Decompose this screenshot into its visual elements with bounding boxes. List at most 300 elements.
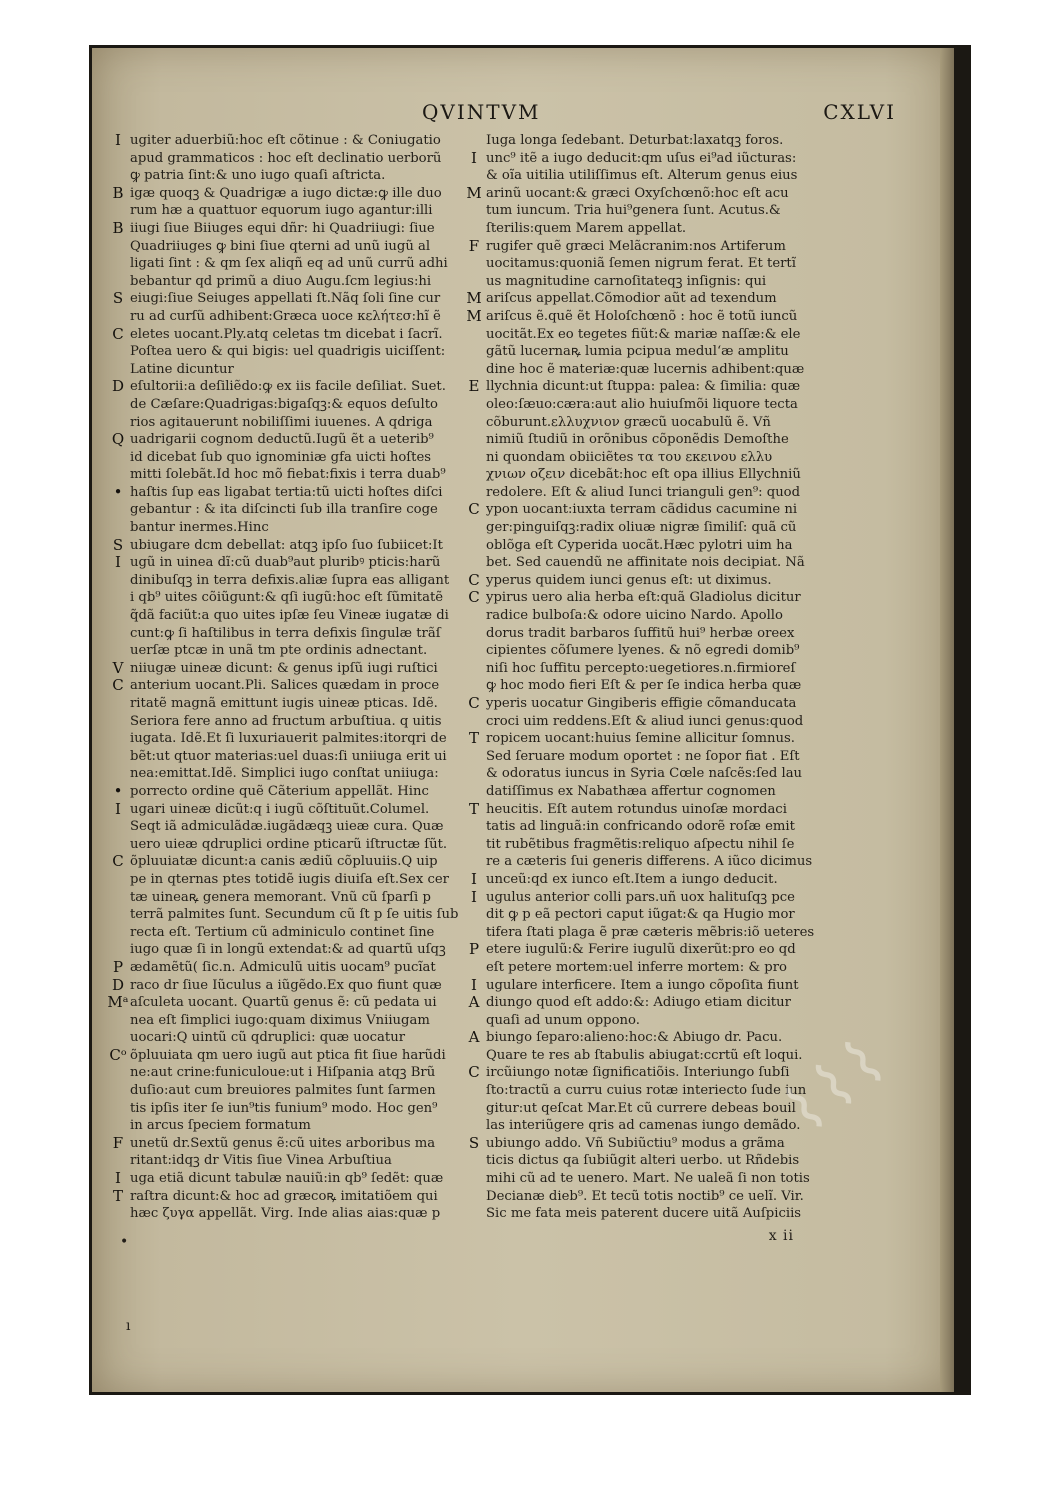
marginal-initial: B <box>112 218 124 237</box>
line-text: terrã palmites ſunt. Secundum cũ ſt p ſe uitis ſub <box>130 907 459 923</box>
marginal-initial <box>462 554 486 572</box>
text-line <box>462 150 842 168</box>
text-line <box>106 185 478 203</box>
marginal-initial: D <box>111 377 125 396</box>
line-text: heucitis. Eſt autem rotundus uinoſæ mordaci <box>486 801 787 817</box>
line-text: ædamẽtũ( ſic.n. Admiculũ uitis uocam⁹ pucĩat <box>130 959 436 975</box>
line-text: las interiũgere qris ad camenas iungo demãdo. <box>486 1118 801 1134</box>
line-text: Seriora fere anno ad fructum arbuſtiua. q uitis <box>130 713 442 729</box>
line-text: gãtũ lucernaꝶ lumia pcipua medul‘æ amplitu <box>486 344 789 360</box>
text-line <box>106 1135 478 1153</box>
marginal-initial <box>106 343 130 361</box>
line-text: Decianæ dieb⁹. Et tecũ totis noctib⁹ ce uelĩ. Vir. <box>486 1188 804 1204</box>
marginal-initial <box>462 414 486 432</box>
text-line <box>106 361 478 379</box>
line-text: duſio:aut cum breuiores palmites ſunt ſarmen <box>130 1083 436 1099</box>
line-text: pe in qternas ptes totidẽ iugis diuiſa eſt.Sex cer <box>130 871 449 887</box>
marginal-initial: D <box>111 975 125 994</box>
line-text: eſultorii:a deſiliẽdo:ꝙ ex iis facile deſiliat. Suet. <box>130 379 446 395</box>
text-line <box>462 660 842 678</box>
text-line <box>106 501 478 519</box>
line-text: de Cæſare:Quadrigas:bigaſqꝫ:& equos deſulto <box>130 396 438 412</box>
text-line <box>106 642 478 660</box>
text-line <box>106 220 478 238</box>
marginal-initial <box>462 677 486 695</box>
marginal-initial <box>106 607 130 625</box>
line-text: ritatẽ magnã emittunt iugis uineæ pticas. Idẽ. <box>130 696 438 711</box>
marginal-initial: M <box>466 183 482 202</box>
line-text: in arcus ſpeciem formatum <box>130 1118 311 1134</box>
line-text: bebantur qd primũ a diuo Augu.ſcm legius:hi <box>130 273 432 289</box>
marginal-initial: Q <box>111 430 125 449</box>
text-line <box>106 484 478 502</box>
text-line <box>462 959 842 977</box>
line-text: anterium uocant.Pli. Salices quædam in proce <box>130 678 440 694</box>
marginal-initial <box>106 572 130 590</box>
text-line <box>106 801 478 819</box>
marginal-initial <box>106 1152 130 1170</box>
text-line <box>462 801 842 819</box>
line-text: diungo quod eſt addo:&: Adiugo etiam dicitur <box>486 995 791 1011</box>
text-line <box>462 889 842 907</box>
marginal-initial: C <box>112 324 124 343</box>
marginal-initial <box>106 625 130 643</box>
text-line <box>106 748 478 766</box>
marginal-initial: S <box>468 1133 480 1152</box>
marginal-initial: C <box>468 570 480 589</box>
line-text: & odoratus iuncus in Syria Cœle naſcẽs:ſed lau <box>486 766 803 782</box>
line-text: tæ uineaꝶ genera memorant. Vnũ cũ ſparſi p <box>130 889 431 905</box>
line-text: unetũ dr.Sextũ genus ẽ:cũ uites arboribus ma <box>130 1135 436 1151</box>
line-text: dinibuſqꝫ in terra defixis.aliæ ſupra eas alligant <box>130 572 450 588</box>
text-line <box>462 695 842 713</box>
text-line <box>106 941 478 959</box>
marginal-initial: S <box>112 535 124 554</box>
text-line <box>106 959 478 977</box>
marginal-initial: V <box>112 658 124 677</box>
line-text: hæc ζυγα appellãt. Virg. Inde alias aias:quæ p <box>130 1206 441 1222</box>
signature-mark: x ii <box>768 1228 794 1244</box>
marginal-initial <box>462 1205 486 1223</box>
text-line <box>106 1117 478 1135</box>
text-line <box>462 765 842 783</box>
marginal-initial <box>462 255 486 273</box>
line-text: Sic me fata meis paterent ducere uitã Auſpiciis <box>486 1206 802 1222</box>
marginal-initial: C <box>112 676 124 695</box>
text-line <box>462 501 842 519</box>
line-text: tifera ſtati plaga ẽ præ cæteris mẽbris:iõ ueteres <box>486 924 815 940</box>
marginal-initial: B <box>112 183 124 202</box>
marginal-initial <box>462 836 486 854</box>
marginal-initial <box>106 308 130 326</box>
line-text: ypirus uero alia herba eſt:quã Gladiolus dicitur <box>486 590 801 606</box>
marginal-initial: T <box>112 1186 123 1205</box>
marginal-initial <box>106 255 130 273</box>
marginal-initial: Mᵃ <box>107 993 129 1012</box>
marginal-initial <box>106 889 130 907</box>
line-text: ugari uineæ dicũt:q i iugũ cõſtituũt.Columel. <box>130 801 430 817</box>
line-text: quaſi ad unum oppono. <box>486 1012 640 1028</box>
line-text: oblõga eſt Cyperida uocãt.Hæc pylotri uim ha <box>486 537 793 553</box>
line-text: bet. Sed cauendũ ne affinitate nois decipiat. Nã <box>486 555 805 571</box>
line-text: Latine dicuntur <box>130 361 234 377</box>
text-line <box>106 202 478 220</box>
line-text: dit ꝙ p eã pectori caput iũgat:& qa Hugio mor <box>486 907 795 923</box>
marginal-initial: I <box>471 887 477 906</box>
text-line <box>106 326 478 344</box>
text-line <box>106 906 478 924</box>
marginal-initial <box>462 748 486 766</box>
marginal-initial <box>106 1029 130 1047</box>
line-text: tatis ad linguã:in confricando odorẽ roſæ emit <box>486 819 795 835</box>
text-line <box>462 589 842 607</box>
marginal-initial <box>462 326 486 344</box>
text-line <box>106 519 478 537</box>
running-title: QVINTVM <box>422 100 541 124</box>
line-text: raſtra dicunt:& hoc ad græcoꝶ imitatiõem qui <box>130 1188 438 1204</box>
marginal-initial: I <box>471 975 477 994</box>
library-watermark: ⌇⌇⌇ <box>771 1021 905 1149</box>
text-line <box>462 361 842 379</box>
marginal-initial: I <box>471 869 477 888</box>
line-text: uadrigarii cognom deductũ.Iugũ ẽt a ueterib⁹ <box>130 432 434 448</box>
line-text: õpluuiatæ dicunt:a canis ædiũ cõpluuiis.Q uip <box>130 854 438 870</box>
text-line <box>106 1012 478 1030</box>
text-line <box>106 1188 478 1206</box>
line-text: yperus quidem iunci genus eſt: ut diximus. <box>486 572 772 588</box>
marginal-initial <box>462 1188 486 1206</box>
line-text: uerſæ ptcæ in unã tm pte ordinis adnectant. <box>130 643 428 659</box>
line-text: iiugi ſiue Biiuges equi dñr: hi Quadriiugi: ſiue <box>130 220 435 236</box>
marginal-initial: S <box>112 289 124 308</box>
text-line <box>462 677 842 695</box>
line-text: igæ quoqꝫ & Quadrigæ a iugo dictæ:ꝙ ille duo <box>130 185 442 201</box>
marginal-initial <box>462 484 486 502</box>
marginal-initial <box>462 1047 486 1065</box>
text-line <box>462 220 842 238</box>
text-line <box>106 554 478 572</box>
text-line <box>462 238 842 256</box>
text-line <box>462 871 842 889</box>
marginal-initial: T <box>468 729 479 748</box>
line-text: ligati ſint : & qm ſex aliqñ eq ad unũ currũ adhi <box>130 256 448 272</box>
marginal-initial <box>462 1012 486 1030</box>
marginal-initial <box>462 1117 486 1135</box>
text-line <box>462 519 842 537</box>
marginal-initial <box>106 818 130 836</box>
text-line <box>462 1117 842 1135</box>
line-text: dine hoc ẽ materiæ:quæ lucernis adhibent:quæ <box>486 361 805 377</box>
text-line <box>106 1152 478 1170</box>
marginal-initial <box>106 449 130 467</box>
line-text: redolere. Eſt & aliud Iunci trianguli gen⁹: quod <box>486 484 801 500</box>
text-line <box>462 836 842 854</box>
marginal-initial: E <box>468 377 480 396</box>
line-text: nimiũ ſtudiũ in orõnibus cõponẽdis Demoſthe <box>486 432 789 448</box>
text-line <box>106 414 478 432</box>
text-line <box>106 396 478 414</box>
line-text: uocitãt.Ex eo tegetes fiũt:& mariæ naſſæ:& ele <box>486 326 801 342</box>
marginal-initial <box>462 607 486 625</box>
line-text: porrecto ordine quẽ Cãterium appellãt. Hinc <box>130 783 429 799</box>
right-column <box>462 132 842 1223</box>
line-text: ubiungo addo. Vñ Subiũctiu⁹ modus a grãma <box>486 1135 785 1151</box>
marginal-initial <box>462 1082 486 1100</box>
text-line <box>462 1012 842 1030</box>
marginal-initial <box>106 748 130 766</box>
line-text: Quare te res ab ſtabulis abiugat:ccrtũ eſt loqui. <box>486 1047 803 1063</box>
line-text: yperis uocatur Gingiberis effigie cõmanducata <box>486 696 797 711</box>
marginal-initial: I <box>115 799 121 818</box>
line-text: Poſtea uero & qui bigis: uel quadrigis uiciſſent: <box>130 344 446 360</box>
text-line <box>462 941 842 959</box>
line-text: nea eſt ſimplici iugo:quam diximus Vniiugam <box>130 1012 430 1028</box>
text-line <box>106 1100 478 1118</box>
line-text: ni quondam obiiciẽtes τα του εκεινου ελλυ <box>486 449 773 465</box>
line-text: ugũ in uinea dĩ:cũ duab⁹aut pluribꝰ pticis:harũ <box>130 555 441 571</box>
text-line <box>462 431 842 449</box>
text-line <box>106 889 478 907</box>
line-text: cõburunt.ελλυχνιον græcũ uocabulũ ẽ. Vñ <box>486 414 771 430</box>
text-line <box>106 625 478 643</box>
marginal-initial: Cᵒ <box>109 1045 127 1064</box>
line-text: nea:emittat.Idẽ. Simplici iugo conſtat uniiuga: <box>130 766 439 782</box>
line-text: dorus tradit barbaros ſuffitũ hui⁹ herbæ oreex <box>486 625 795 641</box>
line-text: recta eſt. Tertium cũ adminiculo continet ſine <box>130 924 435 940</box>
line-text: tis ipſis iter ſe iun⁹tis funium⁹ modo. Hoc gen⁹ <box>130 1100 438 1116</box>
stray-dot: • <box>120 1234 129 1250</box>
text-line <box>106 783 478 801</box>
marginal-initial: I <box>115 131 121 149</box>
marginal-initial: M <box>466 306 482 325</box>
line-text: & oĩa uitilia utiliſſimus eſt. Alterum genus eius <box>486 168 798 184</box>
line-text: gebantur : & ita diſcincti ſub illa tranſire coge <box>130 502 438 518</box>
line-text: eiugi:ſiue Seiuges appellati ſt.Nãq ſoli ſine cur <box>130 291 441 307</box>
text-line <box>462 1188 842 1206</box>
marginal-initial <box>462 1170 486 1188</box>
line-text: tum iuncum. Tria hui⁹genera ſunt. Acutus.& <box>486 203 781 219</box>
marginal-initial <box>462 713 486 731</box>
line-text: ſterilis:quem Marem appellat. <box>486 220 687 236</box>
text-line <box>462 537 842 555</box>
text-line <box>462 572 842 590</box>
text-line <box>106 132 478 150</box>
marginal-initial <box>462 431 486 449</box>
text-line <box>462 466 842 484</box>
marginal-initial: • <box>113 781 123 800</box>
line-text: croci uim reddens.Eſt & aliud iunci genus:quod <box>486 713 804 729</box>
line-text: bẽt:ut qtuor materias:uel duas:ſi uniiuga erit ui <box>130 748 447 764</box>
marginal-initial <box>106 1100 130 1118</box>
text-line <box>462 167 842 185</box>
marginal-initial <box>462 660 486 678</box>
marginal-initial <box>462 343 486 361</box>
marginal-initial <box>106 589 130 607</box>
marginal-initial <box>462 818 486 836</box>
marginal-initial: C <box>468 1063 480 1082</box>
text-line <box>106 660 478 678</box>
text-line <box>106 589 478 607</box>
line-text: ger:pinguiſqꝫ:radix oliuæ nigræ ſimiliſ: quã cũ <box>486 520 797 536</box>
text-line <box>106 378 478 396</box>
text-line <box>106 343 478 361</box>
line-text: ircũiungo notæ ſignificatiõis. Interiungo ſubſi <box>486 1065 790 1081</box>
marginal-initial: T <box>468 799 479 818</box>
line-text: datiſſimus ex Nabathæa affertur cognomen <box>486 783 776 799</box>
marginal-initial: A <box>468 1028 480 1047</box>
marginal-initial <box>106 150 130 168</box>
line-text: oleo:ſæuo:cæra:aut alio huiuſmõi liquore tecta <box>486 396 798 412</box>
marginal-initial <box>106 642 130 660</box>
marginal-initial <box>106 906 130 924</box>
text-line <box>462 994 842 1012</box>
text-line <box>106 431 478 449</box>
text-line <box>462 783 842 801</box>
marginal-initial <box>462 167 486 185</box>
marginal-initial: C <box>468 694 480 712</box>
marginal-initial <box>462 519 486 537</box>
line-text: ne:aut crine:funiculoue:ut i Hiſpania atqꝫ Brũ <box>130 1065 436 1081</box>
line-text: õpluuiata qm uero iugũ aut ptica fit ſiue harũdi <box>130 1047 446 1063</box>
line-text: llychnia dicunt:ut ſtuppa: palea: & ſimilia: quæ <box>486 379 801 395</box>
marginal-initial: C <box>468 588 480 607</box>
marginal-initial: F <box>112 1133 124 1152</box>
line-text: niiugæ uineæ dicunt: & genus ipſũ iugi ruſtici <box>130 660 438 676</box>
line-text: Sed ſeruare modum oportet : ne ſopor fiat . Eſt <box>486 748 800 764</box>
text-line <box>462 414 842 432</box>
text-line <box>106 730 478 748</box>
marginal-initial <box>106 519 130 537</box>
line-text: iugo quæ ſi in longũ extendat:& ad quartũ uſqꝫ <box>130 942 446 958</box>
line-text: uocitamus:quoniã ſemen nigrum ferat. Et tertĩ <box>486 256 796 272</box>
line-text: Quadriiuges ꝙ bini ſiue qterni ad unũ iugũ al <box>130 238 431 254</box>
line-text: iugata. Idẽ.Et ſi luxuriauerit palmites:itorqri de <box>130 731 447 747</box>
text-line <box>462 449 842 467</box>
marginal-initial <box>462 220 486 238</box>
text-line <box>462 818 842 836</box>
text-line <box>106 977 478 995</box>
marginal-initial <box>462 625 486 643</box>
marginal-initial <box>462 1100 486 1118</box>
text-line <box>106 308 478 326</box>
marginal-initial <box>106 836 130 854</box>
text-line <box>462 642 842 660</box>
text-line <box>462 273 842 291</box>
page-edge <box>940 48 954 1392</box>
line-text: arinũ uocant:& græci Oxyſchœnõ:hoc eſt acu <box>486 185 789 201</box>
marginal-initial <box>106 713 130 731</box>
text-line <box>106 537 478 555</box>
text-line <box>106 449 478 467</box>
marginal-initial <box>106 1117 130 1135</box>
text-line <box>106 994 478 1012</box>
line-text: rios agitauerunt nobiliſſimi iuuenes. A qdriga <box>130 414 433 430</box>
text-line <box>462 607 842 625</box>
marginal-initial: M <box>466 289 482 308</box>
text-line <box>462 396 842 414</box>
line-text: ru ad curſũ adhibent:Græca uoce κελήτεσ:hĩ ẽ <box>130 308 441 324</box>
line-text: ariſcus ẽ.quẽ ẽt Holoſchœnõ : hoc ẽ totũ iuncũ <box>486 308 798 324</box>
text-line <box>462 202 842 220</box>
line-text: Iuga longa ſedebant. Deturbat:laxatqꝫ foros. <box>486 133 784 148</box>
stray-mark: ı <box>126 1318 131 1334</box>
line-text: ꝙ patria ſint:& uno iugo quaſi aſtricta. <box>130 168 386 184</box>
marginal-initial: I <box>115 1169 121 1188</box>
marginal-initial <box>462 924 486 942</box>
marginal-initial: A <box>468 993 480 1012</box>
marginal-initial <box>106 730 130 748</box>
marginal-initial <box>462 202 486 220</box>
line-text: i qb⁹ uites cõiũgunt:& qſi iugũ:hoc eſt ſũmitatẽ <box>130 590 444 606</box>
text-line <box>106 466 478 484</box>
line-text: eletes uocant.Ply.atq celetas tm dicebat i ſacrĩ. <box>130 326 443 342</box>
line-text: ropicem uocant:huius ſemine allicitur ſomnus. <box>486 731 795 747</box>
marginal-initial <box>462 273 486 291</box>
marginal-initial <box>462 765 486 783</box>
line-text: tit rubẽtibus fragmẽtis:reliquo aſpectu nihil ſe <box>486 836 795 852</box>
text-line <box>462 378 842 396</box>
text-line <box>106 273 478 291</box>
text-line <box>462 1047 842 1065</box>
marginal-initial <box>106 202 130 220</box>
text-line <box>106 150 478 168</box>
marginal-initial <box>462 466 486 484</box>
text-line <box>106 818 478 836</box>
line-text: cipientes cõſumere lyenes. & nõ egredi domib⁹ <box>486 643 800 659</box>
book-page <box>92 48 954 1392</box>
text-line <box>462 308 842 326</box>
marginal-initial <box>106 414 130 432</box>
line-text: aſculeta uocant. Quartũ genus ẽ: cũ pedata ui <box>130 995 437 1011</box>
line-text: etere iugulũ:& Ferire iugulũ dixerũt:pro eo qd <box>486 942 796 958</box>
text-line <box>106 1205 478 1223</box>
text-line <box>462 977 842 995</box>
line-text: id dicebat ſub quo ignominiæ gfa uicti hoſtes <box>130 449 432 465</box>
text-line <box>106 1082 478 1100</box>
text-line <box>106 290 478 308</box>
line-text: cunt:ꝙ ſi haſtilibus in terra defixis ſingulæ trãſ <box>130 625 441 641</box>
marginal-initial <box>106 1205 130 1223</box>
line-text: ugulare interficere. Item a iungo cõpoſita fiunt <box>486 977 799 993</box>
text-line <box>106 765 478 783</box>
line-text: Seqt iã admiculãdæ.iugãdæqꝫ uieæ cura. Quæ <box>130 819 444 835</box>
marginal-initial <box>106 765 130 783</box>
line-text: raco dr ſiue Iũculus a iũgẽdo.Ex quo fiunt quæ <box>130 977 442 993</box>
text-line <box>106 167 478 185</box>
marginal-initial <box>462 361 486 379</box>
marginal-initial <box>106 1082 130 1100</box>
marginal-initial: I <box>471 148 477 167</box>
marginal-initial <box>106 871 130 889</box>
line-text: niſi hoc ſuffitu percepto:uegetiores.n.firmioreſ <box>486 660 796 676</box>
line-text: ariſcus appellat.Cõmodior aũt ad texendum <box>486 291 777 307</box>
marginal-initial <box>106 695 130 713</box>
marginal-initial: • <box>113 482 123 501</box>
marginal-initial <box>462 783 486 801</box>
marginal-initial: C <box>112 852 124 871</box>
text-line <box>462 906 842 924</box>
line-text: χνιων οζειν dicebãt:hoc eſt opa illius Ellychniũ <box>486 467 801 483</box>
line-text: mihi cũ ad te uenero. Mart. Ne ualeã ſi non totis <box>486 1171 810 1187</box>
marginal-initial: P <box>112 957 124 976</box>
marginal-initial <box>462 959 486 977</box>
text-line <box>106 871 478 889</box>
line-text: apud grammaticos : hoc eſt declinatio uerborũ <box>130 150 442 166</box>
text-line <box>462 730 842 748</box>
marginal-initial <box>106 396 130 414</box>
line-text: ticis dictus qa ſubiũgit alteri uerbo. ut Rñdebis <box>486 1153 800 1169</box>
text-line <box>462 1152 842 1170</box>
